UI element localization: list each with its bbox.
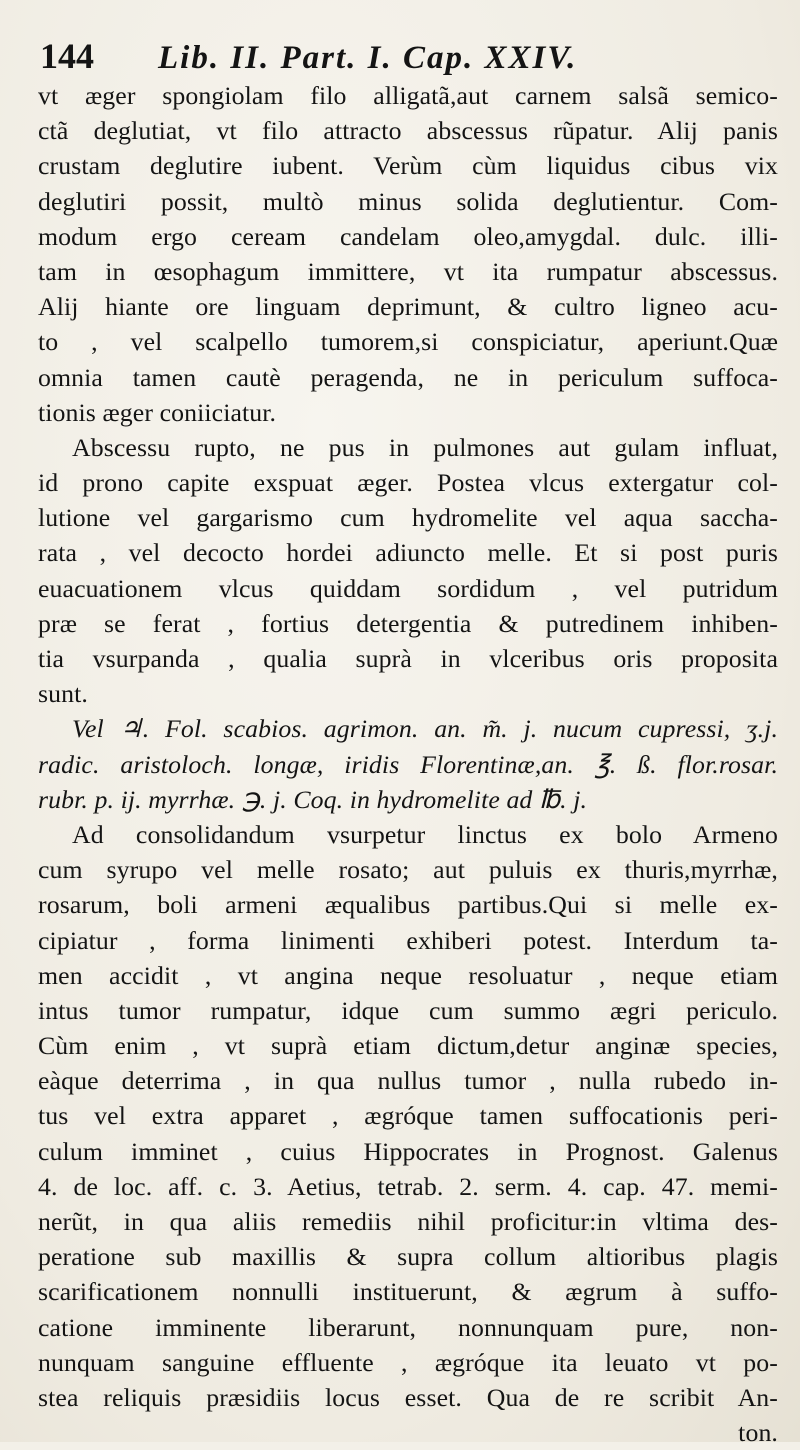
text-line: Cùm enim , vt suprà etiam dictum,detur anginæ species, [38,1031,778,1061]
running-head [40,34,778,78]
recipe-line: Vel ♃. Fol. scabios. agrimon. an. m̃. j. nucum cupressi, ʒ.j. [72,714,778,744]
text-line: Ad consolidandum vsurpetur linctus ex bolo Armeno [72,819,778,849]
text-line: lutione vel gargarismo cum hydromelite vel aqua saccha- [38,503,778,533]
text-line: deglutiri possit, multò minus solida deglutientur. Com- [38,186,778,216]
text-line: tam in œsophagum immittere, vt ita rumpatur abscessus. [38,256,778,286]
text-line: præ se ferat , fortius detergentia & putredinem inhiben- [38,608,778,638]
recipe-line: radic. aristoloch. longæ, iridis Florentinæ,an. ℥. ß. flor.rosar. [38,749,778,779]
text-line: modum ergo ceream candelam oleo,amygdal. dulc. illi- [38,221,778,251]
text-line: omnia tamen cautè peragenda, ne in periculum suffoca- [38,362,778,392]
text-line: nerũt, in qua aliis remediis nihil proficitur:in vltima des- [38,1207,778,1236]
text-line: culum imminet , cuius Hippocrates in Prognost. Galenus [38,1136,778,1166]
text-line: 4. de loc. aff. c. 3. Aetius, tetrab. 2. serm. 4. cap. 47. memi- [38,1171,778,1201]
text-line: cum syrupo vel melle rosato; aut puluis ex thuris,myrrhæ, [38,855,778,885]
text-line: peratione sub maxillis & supra collum altioribus plagis [38,1242,778,1272]
text-line: nunquam sanguine effluente , ægróque ita leuato vt po- [38,1347,778,1377]
text-line: rosarum, boli armeni æqualibus partibus.Qui si melle ex- [38,890,778,920]
text-line: id prono capite exspuat æger. Postea vlcus extergatur col- [38,468,778,498]
text-line: catione imminente liberarunt, nonnunquam pure, non- [38,1312,778,1342]
text-line: Abscessu rupto, ne pus in pulmones aut gulam influat, [72,432,778,462]
page-number: 144 [40,36,94,76]
text-line: tionis æger coniiciatur. [38,397,277,427]
text-line: eàque deterrima , in qua nullus tumor , nulla rubedo in- [38,1066,778,1096]
text-line: euacuationem vlcus quiddam sordidum , vel putridum [38,573,778,603]
text-line: cipiatur , forma linimenti exhiberi potest. Interdum ta- [38,925,778,955]
text-line: Alij hiante ore linguam deprimunt, & cultro ligneo acu- [38,292,778,322]
text-line: sunt. [38,679,88,709]
text-line: rata , vel decocto hordei adiuncto melle. Et si post puris [38,538,778,568]
text-line: crustam deglutire iubent. Verùm cùm liquidus cibus vix [38,151,778,181]
body-text [38,78,778,1450]
text-line: to , vel scalpello tumorem,si conspiciatur, aperiunt.Quæ [38,327,778,357]
text-line: stea reliquis præsidiis locus esset. Qua de re scribit An- [38,1382,778,1412]
text-line: tia vsurpanda , qualia suprà in vlceribus oris proposita [38,644,778,673]
text-line: men accidit , vt angina neque resoluatur , neque etiam [38,960,778,990]
recipe-line: rubr. p. ij. myrrhæ. ℈. j. Coq. in hydromelite ad ℔. j. [38,784,588,814]
text-line: vt æger spongiolam filo alligatã,aut carnem salsã semico- [38,81,778,110]
catchword: ton. [738,1418,778,1448]
text-line: ctã deglutiat, vt filo attracto abscessus rũpatur. Alij panis [38,116,778,146]
running-title: Lib. II. Part. I. Cap. XXIV. [158,40,578,76]
text-line: tus vel extra apparet , ægróque tamen suffocationis peri- [38,1101,778,1131]
text-line: scarificationem nonnulli instituerunt, & ægrum à suffo- [38,1277,778,1307]
text-line: intus tumor rumpatur, idque cum summo ægri periculo. [38,995,778,1025]
